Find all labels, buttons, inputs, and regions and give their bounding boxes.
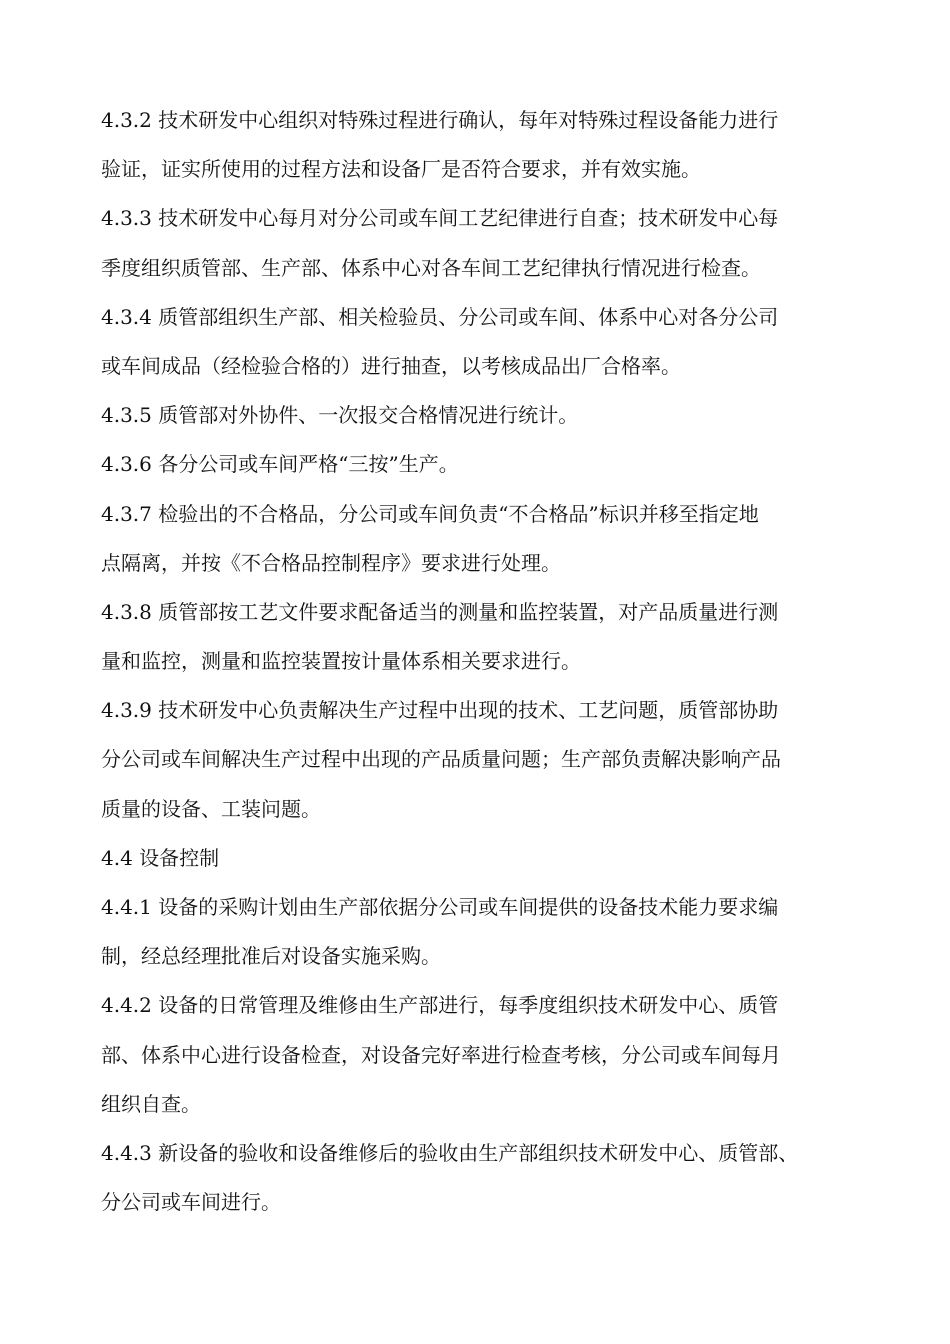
text-line: 分公司或车间解决生产过程中出现的产品质量问题；生产部负责解决影响产品 — [101, 747, 781, 772]
paragraph-4-3-3 — [101, 194, 861, 292]
text-line: 4.4.2 设备的日常管理及维修由生产部进行，每季度组织技术研发中心、质管 — [101, 993, 779, 1018]
text-line: 4.4.3 新设备的验收和设备维修后的验收由生产部组织技术研发中心、质管部、 — [101, 1140, 799, 1165]
paragraph-4-3-9 — [101, 686, 861, 834]
text-line: 4.3.7 检验出的不合格品，分公司或车间负责“不合格品”标识并移至指定地 — [101, 501, 759, 526]
text-line: 或车间成品（经检验合格的）进行抽查，以考核成品出厂合格率。 — [101, 353, 681, 378]
paragraph-4-4-2 — [101, 981, 861, 1129]
text-line: 4.4.1 设备的采购计划由生产部依据分公司或车间提供的设备技术能力要求编 — [101, 895, 779, 919]
text-line: 4.3.9 技术研发中心负责解决生产过程中出现的技术、工艺问题，质管部协助 — [101, 698, 779, 723]
text-line: 验证，证实所使用的过程方法和设备厂是否符合要求，并有效实施。 — [101, 157, 701, 182]
text-line: 4.3.8 质管部按工艺文件要求配备适当的测量和监控装置，对产品质量进行测 — [101, 599, 779, 624]
text-line: 4.3.6 各分公司或车间严格“三按”生产。 — [101, 452, 459, 477]
document-page — [101, 96, 861, 1227]
heading-line: 4.4 设备控制 — [101, 845, 220, 870]
paragraph-4-3-6 — [101, 440, 861, 489]
paragraph-4-3-7 — [101, 490, 861, 588]
paragraph-4-3-2 — [101, 96, 861, 194]
text-line: 点隔离，并按《不合格品控制程序》要求进行处理。 — [101, 550, 561, 575]
paragraph-4-3-4 — [101, 293, 861, 391]
text-line: 质量的设备、工装问题。 — [101, 796, 321, 821]
text-line: 季度组织质管部、生产部、体系中心对各车间工艺纪律执行情况进行检查。 — [101, 255, 761, 280]
section-heading-4-4 — [101, 834, 861, 883]
text-line: 量和监控，测量和监控装置按计量体系相关要求进行。 — [101, 649, 581, 674]
text-line: 制，经总经理批准后对设备实施采购。 — [101, 944, 441, 969]
text-line: 4.3.4 质管部组织生产部、相关检验员、分公司或车间、体系中心对各分公司 — [101, 304, 779, 329]
text-line: 分公司或车间进行。 — [101, 1190, 281, 1215]
text-line: 4.3.5 质管部对外协件、一次报交合格情况进行统计。 — [101, 403, 579, 428]
text-line: 4.3.2 技术研发中心组织对特殊过程进行确认，每年对特殊过程设备能力进行 — [101, 108, 779, 132]
text-line: 4.3.3 技术研发中心每月对分公司或车间工艺纪律进行自查；技术研发中心每 — [101, 206, 779, 231]
text-line: 部、体系中心进行设备检查，对设备完好率进行检查考核，分公司或车间每月 — [101, 1042, 781, 1067]
paragraph-4-4-3 — [101, 1129, 861, 1227]
paragraph-4-3-5 — [101, 391, 861, 440]
paragraph-4-3-8 — [101, 588, 861, 686]
text-line: 组织自查。 — [101, 1091, 201, 1116]
paragraph-4-4-1 — [101, 883, 861, 981]
